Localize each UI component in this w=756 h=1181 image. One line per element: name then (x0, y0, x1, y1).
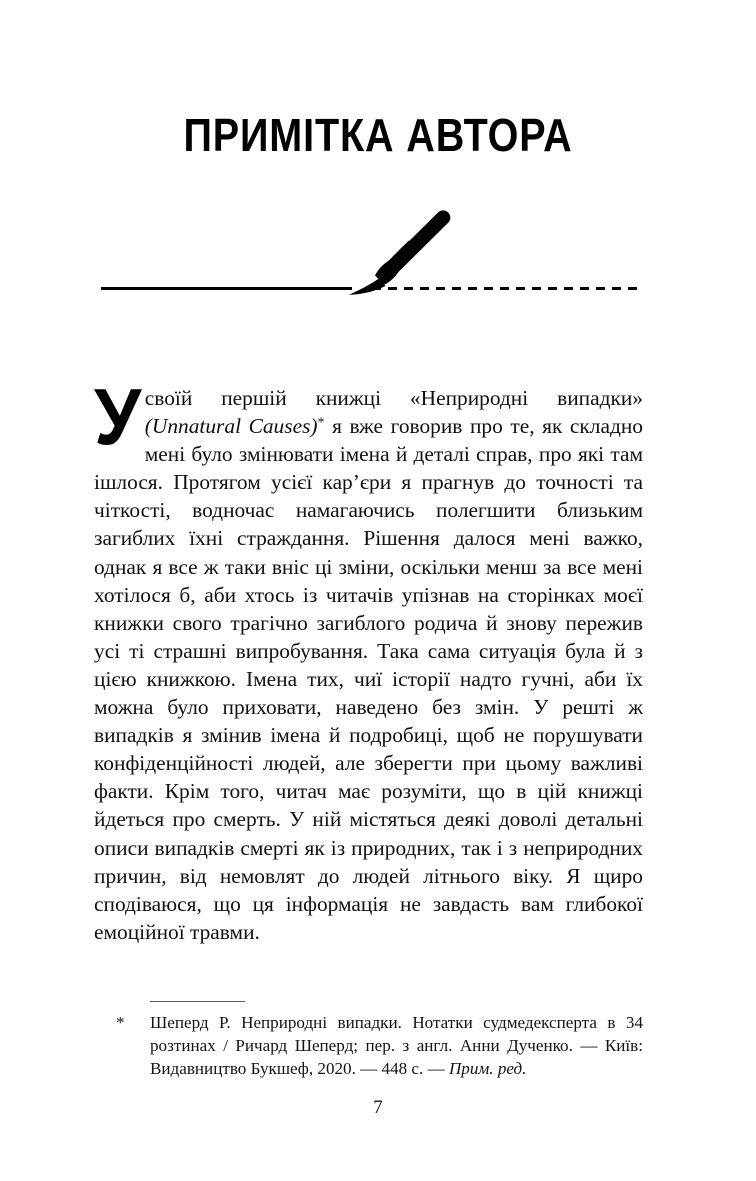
footnote-attribution: Прим. ред. (448, 1059, 527, 1079)
footnote-text: Шеперд Р. Неприродні випадки. Нотатки судмедексперта в 34 розтинах / Ричард Шеперд; пер. з англ. Анни Дученко. — Київ: Видавництво Букшеф, 2020. — 448 с. — (150, 1013, 643, 1079)
divider-rule-solid (101, 287, 352, 290)
page-number: 7 (373, 1097, 383, 1118)
drop-cap: У (94, 372, 142, 461)
paragraph-text-part-2: я вже говорив про те, як складно мені було змінювати імена й деталі справ, про які там ішлося. Протягом усієї кар’єри я прагнув до точності та чіткості, водночас намагаючись полегшити близьким загиблих їхні страждання. Рішення далося мені важко, однак я все ж таки вніс ці зміни, оскільки менш за все мені хотілося б, аби хтось із читачів упізнав на сторінках моєї книжки свого трагічно загиблого родича й знову пережив усі ті страшні випробування. Така сама ситуація була й з цією книжкою. Імена тих, чиї історії надто гучні, аби їх можна було приховати, наведено без змін. У решті ж випадків я змінив імена й подробиці, щоб не порушувати конфіденційності людей, але зберегти при цьому важливі факти. Крім того, читач має розуміти, що в цій книжці йдеться про смерть. У ній містяться деякі доволі детальні описи випадків смерті як із природних, так і з неприродних причин, від немовлят до людей літнього віку. Я щиро сподіваюся, що ця інформація не завдасть вам глибокої емоційної травми. (94, 414, 643, 944)
book-title-original: (Unnatural Causes) (144, 414, 318, 439)
paragraph-author-note (94, 372, 643, 946)
page-title: ПРИМІТКА АВТОРА (183, 109, 573, 161)
footnote (112, 1001, 643, 1081)
body-copy (94, 372, 643, 946)
paragraph-text-part-1: своїй першій книжці «Неприродні випадки» (144, 386, 643, 410)
ornament-divider (101, 200, 641, 296)
footnote-marker: * (116, 1013, 125, 1032)
footnote-body (112, 1001, 643, 1081)
chapter-heading (0, 109, 756, 161)
footnote-reference-marker: * (317, 414, 325, 431)
scalpel-icon (337, 204, 457, 296)
